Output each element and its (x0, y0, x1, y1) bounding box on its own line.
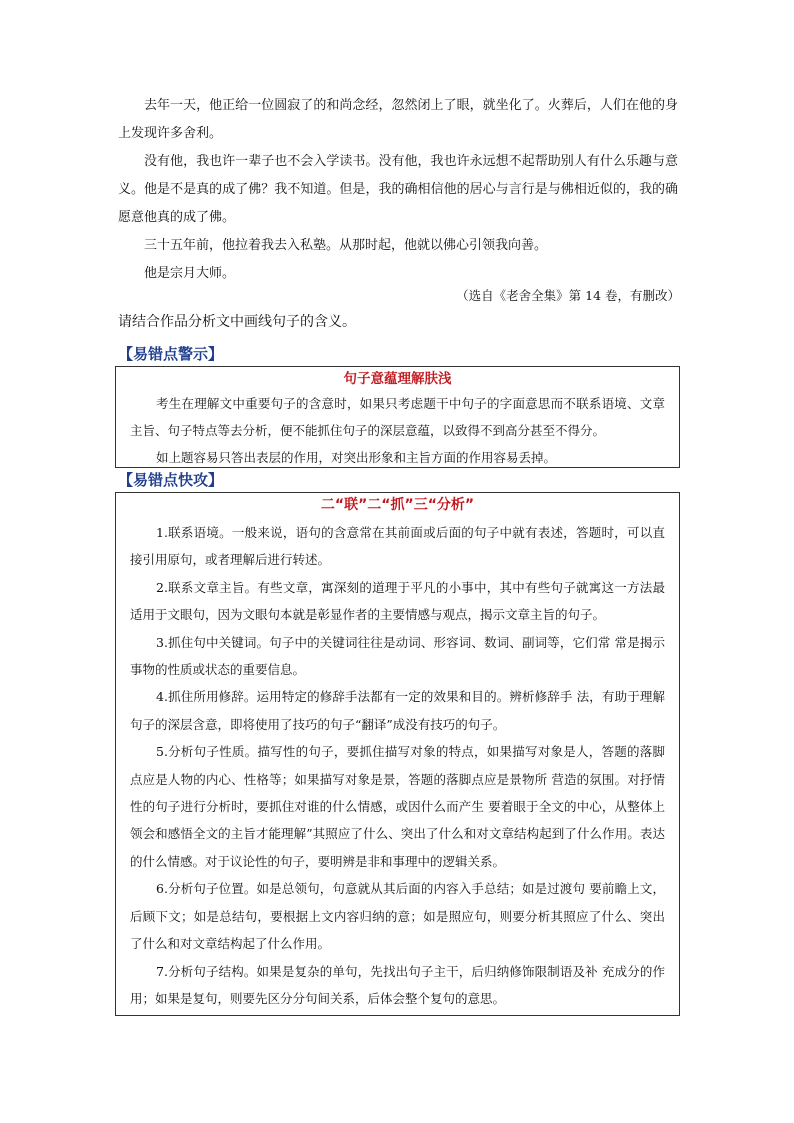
tips-title: 二“联”二“抓”三“分析” (320, 497, 475, 513)
question-prompt: 请结合作品分析文中画线句子的含义。 (118, 314, 356, 330)
passage-paragraph: 去年一天，他正给一位圆寂了的和尚念经，忽然闭上了眼，就坐化了。火葬后，人们在他的身上发现许多舍利。 (118, 98, 678, 141)
tips-paragraph: 4.抓住所用修辞。运用特定的修辞手法都有一定的效果和目的。辨析修辞手 法，有助于理解句子的深层含意，即将使用了技巧的句子“翻译”成没有技巧的句子。 (130, 689, 665, 732)
tips-paragraph: 3.抓住句中关键词。句子中的关键词往往是动词、形容词、数词、副词等，它们常 常是揭示事物的性质或状态的重要信息。 (130, 634, 665, 678)
tips-paragraph: 6.分析句子位置。如是总领句，句意就从其后面的内容入手总结；如是过渡句 要前瞻上文，后顾下文；如是总结句，要根据上文内容归纳的意；如是照应句，则要分析其照应了什么、突出了什么和对文章结构起了什么作用。 (130, 881, 665, 952)
passage-paragraph: 三十五年前，他拉着我去入私塾。从那时起，他就以佛心引领我向善。 (144, 238, 548, 253)
source-citation: （选自《老舍全集》第 14 卷，有删改） (456, 288, 680, 303)
warning-title: 句子意蕴理解肤浅 (343, 371, 452, 387)
tips-paragraph: 7.分析句子结构。如果是复杂的单句，先找出句子主干，后归纳修饰限制语及补 充成分的作用；如果是复句，则要先区分分句间关系，后体会整个复句的意思。 (130, 963, 665, 1006)
tips-paragraph: 5.分析句子性质。描写性的句子，要抓住描写对象的特点，如果描写对象是人，答题的落脚点应是人物的内心、性格等；如果描写对象是景，答题的落脚点应是景物所 营造的氛围。对抒情性的句子进行分析时，要抓住对谁的什么情感，或因什么而产生 要着眼于全文的中心，从整体上领会和感悟全文的主旨才能理解”其照应了什么、突出了什么和对文章结构起到了什么作用。表达的什么情感。对于议论性的句子，要明辨是非和事理中的逻辑关系。 (130, 744, 665, 869)
tips-paragraph: 2.联系文章主旨。有些文章，寓深刻的道理于平凡的小事中，其中有些句子就寓这一方法最适用于文眼句，因为文眼句本就是彰显作者的主要情感与观点，揭示文章主旨的句子。 (130, 579, 665, 623)
warning-paragraph: 考生在理解文中重要句子的含意时，如果只考虑题干中句子的字面意思而不联系语境、文章主旨、句子特点等去分析，便不能抓住句子的深层意蕴，以致得不到高分甚至不得分。 (130, 396, 665, 438)
tips-heading: 【易错点快攻】 (118, 471, 224, 489)
tips-paragraph: 1.联系语境。一般来说，语句的含意常在其前面或后面的句子中就有表述，答题时，可以直接引用原句，或者理解后进行转述。 (130, 525, 665, 568)
passage-paragraph: 他是宗月大师。 (144, 266, 236, 281)
warning-paragraph: 如上题容易只答出表层的作用，对突出形象和主旨方面的作用容易丢掉。 (156, 450, 557, 465)
passage-paragraph: 没有他，我也许一辈子也不会入学读书。没有他，我也许永远想不起帮助别人有什么乐趣与意义。他是不是真的成了佛？我不知道。但是，我的确相信他的居心与言行是与佛相近似的，我的确愿意他真的成了佛。 (118, 154, 678, 225)
warning-box (115, 366, 680, 468)
tips-box (115, 492, 680, 1016)
warning-heading: 【易错点警示】 (118, 345, 224, 363)
passage (118, 92, 678, 288)
